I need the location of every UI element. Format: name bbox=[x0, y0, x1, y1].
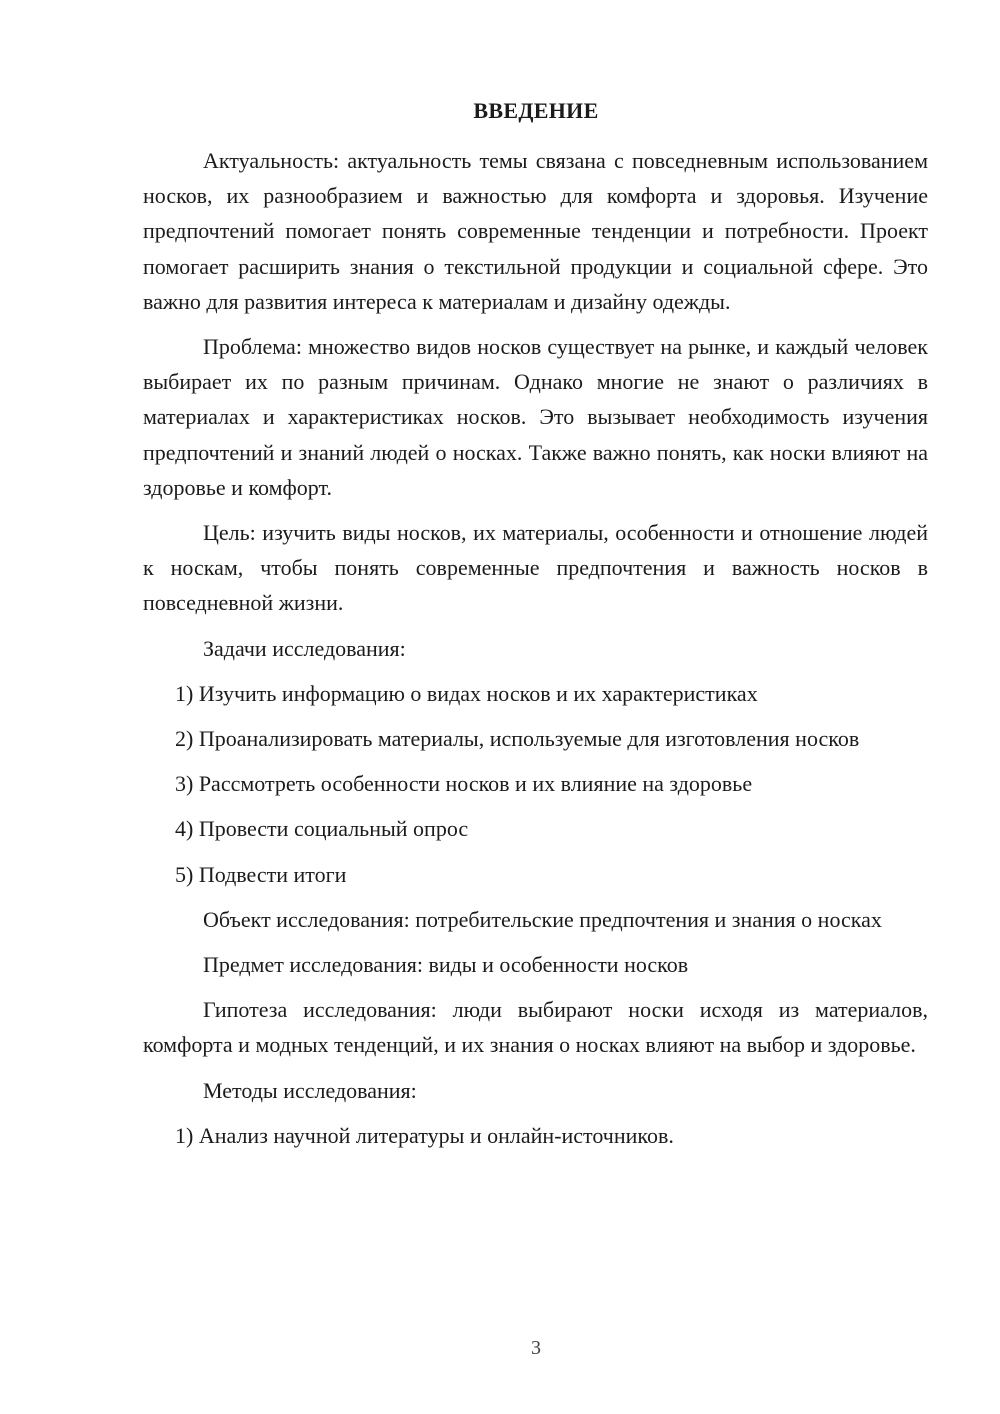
task-item-1: 1) Изучить информацию о видах носков и их характеристиках bbox=[175, 680, 758, 706]
problem-paragraph: Проблема: множество видов носков существует на рынке, и каждый человек выбирает их по разным причинам. Однако многие не знают о различиях в материалах и характеристиках носков. Это вызывает необходимость изучения предпочтений и знаний людей о носках. Также важно понять, как носки влияют на здоровье и комфорт. bbox=[143, 334, 928, 500]
task-item-2: 2) Проанализировать материалы, используемые для изготовления носков bbox=[175, 726, 860, 752]
page-title bbox=[0, 96, 1000, 126]
task-item-4: 4) Провести социальный опрос bbox=[175, 816, 469, 842]
methods-heading: Методы исследования: bbox=[203, 1077, 417, 1103]
task-item-5: 5) Подвести итоги bbox=[175, 861, 347, 887]
task-item-3: 3) Рассмотреть особенности носков и их влияние на здоровье bbox=[175, 771, 753, 797]
method-item-1: 1) Анализ научной литературы и онлайн-источников. bbox=[175, 1122, 674, 1148]
relevance-paragraph: Актуальность: актуальность темы связана с повседневным использованием носков, их разнообразием и важностью для комфорта и здоровья. Изучение предпочтений помогает понять современные тенденции и потребности. Проект помогает расширить знания о текстильной продукции и социальной сфере. Это важно для развития интереса к материалам и дизайну одежды. bbox=[143, 148, 928, 314]
page-number: 3 bbox=[531, 1337, 541, 1359]
subject-paragraph: Предмет исследования: виды и особенности носков bbox=[203, 952, 689, 978]
tasks-heading: Задачи исследования: bbox=[203, 635, 406, 661]
goal-paragraph: Цель: изучить виды носков, их материалы, особенности и отношение людей к носкам, чтобы понять современные предпочтения и важность носков в повседневной жизни. bbox=[143, 520, 928, 616]
document-body bbox=[143, 143, 928, 1153]
page-title-text: ВВЕДЕНИЕ bbox=[473, 98, 599, 123]
object-paragraph: Объект исследования: потребительские предпочтения и знания о носках bbox=[203, 906, 882, 932]
hypothesis-paragraph: Гипотеза исследования: люди выбирают носки исходя из материалов, комфорта и модных тенденций, и их знания о носках влияют на выбор и здоровье. bbox=[143, 997, 928, 1058]
